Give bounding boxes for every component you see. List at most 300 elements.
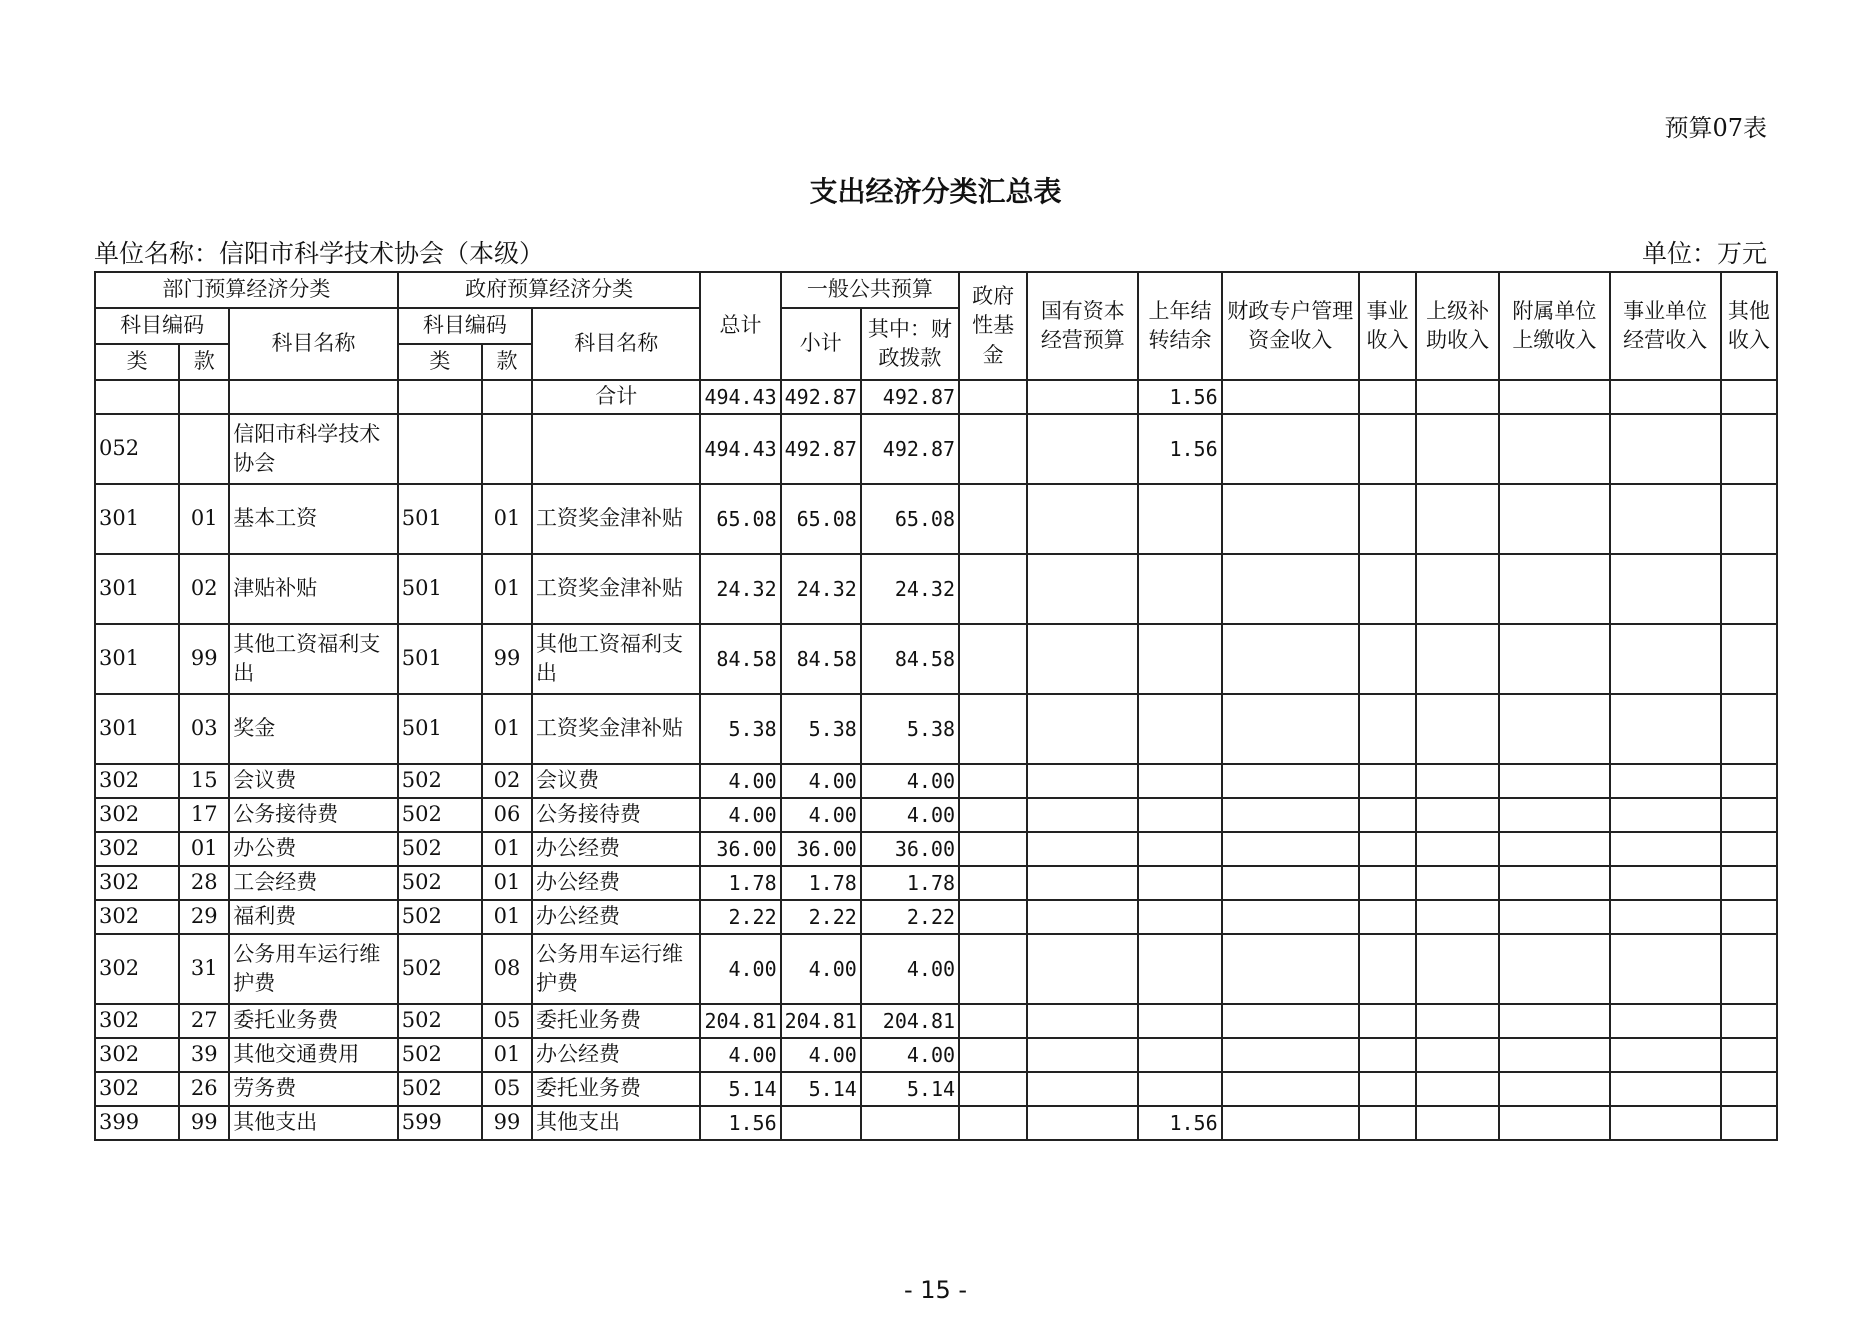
gov-name-cell: 办公经费	[532, 900, 700, 934]
dept-class-cell: 302	[95, 1038, 179, 1072]
dept-name-cell: 办公费	[229, 832, 397, 866]
fiscal-alloc-cell: 492.87	[861, 380, 959, 414]
dept-class-cell	[95, 380, 179, 414]
table-row	[95, 1106, 1777, 1140]
superior-subsidy-cell	[1416, 798, 1499, 832]
special-mgmt-cell	[1222, 554, 1359, 624]
dept-class-cell: 302	[95, 866, 179, 900]
gov-kuan-cell: 08	[482, 934, 532, 1004]
fiscal-alloc-cell: 4.00	[861, 1038, 959, 1072]
gov-class-cell: 502	[398, 934, 482, 1004]
gov-fund-cell	[959, 934, 1027, 1004]
superior-subsidy-cell	[1416, 484, 1499, 554]
subtotal-cell: 4.00	[781, 764, 861, 798]
affiliated-payment-cell	[1499, 1106, 1609, 1140]
business-income-cell	[1359, 832, 1416, 866]
dept-name-cell: 公务用车运行维护费	[229, 934, 397, 1004]
carryover-cell: 1.56	[1138, 380, 1221, 414]
state-capital-cell	[1027, 764, 1138, 798]
superior-subsidy-cell	[1416, 624, 1499, 694]
total-cell: 4.00	[700, 798, 780, 832]
special-mgmt-cell	[1222, 934, 1359, 1004]
special-mgmt-cell	[1222, 900, 1359, 934]
fiscal-alloc-cell: 2.22	[861, 900, 959, 934]
affiliated-payment-cell	[1499, 900, 1609, 934]
gov-kuan-cell: 99	[482, 624, 532, 694]
superior-subsidy-cell	[1416, 694, 1499, 764]
fiscal-alloc-cell: 4.00	[861, 934, 959, 1004]
gov-class-cell: 502	[398, 764, 482, 798]
state-capital-cell	[1027, 624, 1138, 694]
gov-fund-cell	[959, 1004, 1027, 1038]
gov-name-cell: 公务接待费	[532, 798, 700, 832]
general-budget-header: 一般公共预算	[781, 272, 959, 308]
special-mgmt-cell	[1222, 1072, 1359, 1106]
state-capital-cell	[1027, 798, 1138, 832]
dept-kuan-cell: 01	[179, 484, 229, 554]
dept-name-cell: 津贴补贴	[229, 554, 397, 624]
superior-subsidy-cell	[1416, 866, 1499, 900]
special-mgmt-cell	[1222, 414, 1359, 484]
dept-name-cell	[229, 380, 397, 414]
carryover-cell: 1.56	[1138, 1106, 1221, 1140]
business-income-cell	[1359, 694, 1416, 764]
table-row	[95, 554, 1777, 624]
dept-kuan-cell: 99	[179, 1106, 229, 1140]
special-mgmt-cell	[1222, 798, 1359, 832]
affiliated-payment-cell	[1499, 866, 1609, 900]
dept-name-cell: 工会经费	[229, 866, 397, 900]
other-income-cell	[1721, 1004, 1777, 1038]
gov-name-cell	[532, 414, 700, 484]
business-operation-cell	[1610, 554, 1721, 624]
dept-kuan-header: 款	[179, 344, 229, 380]
subtotal-header: 小计	[781, 308, 861, 380]
gov-class-cell: 502	[398, 798, 482, 832]
total-header: 总计	[700, 272, 780, 380]
fiscal-alloc-cell: 204.81	[861, 1004, 959, 1038]
other-income-cell	[1721, 900, 1777, 934]
gov-kuan-cell: 01	[482, 866, 532, 900]
gov-name-cell: 其他工资福利支出	[532, 624, 700, 694]
carryover-cell: 1.56	[1138, 414, 1221, 484]
dept-name-cell: 其他工资福利支出	[229, 624, 397, 694]
affiliated-payment-cell	[1499, 832, 1609, 866]
gov-fund-cell	[959, 380, 1027, 414]
business-operation-cell	[1610, 934, 1721, 1004]
business-operation-cell	[1610, 1072, 1721, 1106]
affiliated-payment-cell	[1499, 1004, 1609, 1038]
state-capital-cell	[1027, 934, 1138, 1004]
gov-name-cell: 会议费	[532, 764, 700, 798]
business-income-cell	[1359, 554, 1416, 624]
currency-unit-label: 单位：万元	[1641, 239, 1767, 268]
fiscal-alloc-cell	[861, 1106, 959, 1140]
superior-subsidy-cell	[1416, 900, 1499, 934]
dept-class-cell: 302	[95, 798, 179, 832]
fiscal-alloc-cell: 5.38	[861, 694, 959, 764]
special-mgmt-cell	[1222, 1038, 1359, 1072]
carryover-cell	[1138, 900, 1221, 934]
gov-fund-cell	[959, 798, 1027, 832]
superior-subsidy-cell	[1416, 1004, 1499, 1038]
gov-fund-cell	[959, 624, 1027, 694]
gov-kuan-cell: 06	[482, 798, 532, 832]
gov-name-cell: 委托业务费	[532, 1072, 700, 1106]
affiliated-payment-cell	[1499, 1072, 1609, 1106]
gov-name-cell: 公务用车运行维护费	[532, 934, 700, 1004]
gov-name-cell: 工资奖金津补贴	[532, 694, 700, 764]
subtotal-cell: 4.00	[781, 1038, 861, 1072]
other-income-cell	[1721, 798, 1777, 832]
total-cell: 4.00	[700, 934, 780, 1004]
gov-class-cell: 501	[398, 694, 482, 764]
fiscal-alloc-cell: 492.87	[861, 414, 959, 484]
table-row	[95, 832, 1777, 866]
special-mgmt-cell	[1222, 380, 1359, 414]
business-income-cell	[1359, 866, 1416, 900]
superior-subsidy-cell	[1416, 1106, 1499, 1140]
affiliated-payment-cell	[1499, 1038, 1609, 1072]
table-row	[95, 694, 1777, 764]
dept-kuan-cell: 27	[179, 1004, 229, 1038]
gov-name-cell: 办公经费	[532, 832, 700, 866]
dept-class-cell: 302	[95, 764, 179, 798]
other-income-cell	[1721, 1106, 1777, 1140]
dept-kuan-cell: 02	[179, 554, 229, 624]
special-mgmt-cell	[1222, 866, 1359, 900]
total-cell: 24.32	[700, 554, 780, 624]
business-operation-cell	[1610, 832, 1721, 866]
state-capital-cell	[1027, 1072, 1138, 1106]
state-capital-cell	[1027, 380, 1138, 414]
special-mgmt-cell	[1222, 1106, 1359, 1140]
gov-class-cell: 501	[398, 624, 482, 694]
business-operation-cell	[1610, 1038, 1721, 1072]
total-cell: 5.38	[700, 694, 780, 764]
total-cell: 2.22	[700, 900, 780, 934]
state-capital-cell	[1027, 484, 1138, 554]
dept-kuan-cell: 31	[179, 934, 229, 1004]
dept-name-cell: 信阳市科学技术协会	[229, 414, 397, 484]
dept-kuan-cell: 15	[179, 764, 229, 798]
gov-class-cell: 501	[398, 554, 482, 624]
gov-fund-cell	[959, 764, 1027, 798]
dept-class-cell: 302	[95, 832, 179, 866]
total-cell: 65.08	[700, 484, 780, 554]
gov-name-cell: 工资奖金津补贴	[532, 484, 700, 554]
state-capital-header: 国有资本经营预算	[1027, 272, 1138, 380]
dept-class-cell: 302	[95, 1072, 179, 1106]
other-income-cell	[1721, 554, 1777, 624]
gov-kuan-cell: 01	[482, 554, 532, 624]
fiscal-alloc-cell: 1.78	[861, 866, 959, 900]
business-income-cell	[1359, 1072, 1416, 1106]
gov-kuan-cell: 01	[482, 1038, 532, 1072]
gov-name-cell: 其他支出	[532, 1106, 700, 1140]
business-operation-header: 事业单位经营收入	[1610, 272, 1721, 380]
business-operation-cell	[1610, 694, 1721, 764]
gov-class-cell: 502	[398, 1004, 482, 1038]
other-income-cell	[1721, 934, 1777, 1004]
gov-class-cell: 501	[398, 484, 482, 554]
superior-subsidy-cell	[1416, 554, 1499, 624]
table-number-label: 预算07表	[1664, 114, 1767, 142]
table-row	[95, 1004, 1777, 1038]
dept-name-cell: 基本工资	[229, 484, 397, 554]
carryover-cell	[1138, 1038, 1221, 1072]
table-body	[95, 380, 1777, 1140]
gov-kuan-cell: 01	[482, 900, 532, 934]
business-operation-cell	[1610, 380, 1721, 414]
page-number: - 15 -	[903, 1276, 968, 1304]
gov-class-header: 政府预算经济分类	[398, 272, 701, 308]
gov-kuan-cell: 01	[482, 832, 532, 866]
superior-subsidy-cell	[1416, 764, 1499, 798]
total-cell: 4.00	[700, 764, 780, 798]
fiscal-alloc-cell: 4.00	[861, 798, 959, 832]
business-income-cell	[1359, 900, 1416, 934]
subtotal-cell: 5.38	[781, 694, 861, 764]
gov-fund-cell	[959, 866, 1027, 900]
affiliated-payment-cell	[1499, 554, 1609, 624]
carryover-cell	[1138, 624, 1221, 694]
business-operation-cell	[1610, 798, 1721, 832]
subtotal-cell: 24.32	[781, 554, 861, 624]
dept-name-cell: 福利费	[229, 900, 397, 934]
state-capital-cell	[1027, 554, 1138, 624]
gov-class-cell	[398, 414, 482, 484]
affiliated-payment-cell	[1499, 764, 1609, 798]
table-row	[95, 798, 1777, 832]
state-capital-cell	[1027, 832, 1138, 866]
other-income-cell	[1721, 764, 1777, 798]
dept-kuan-cell: 17	[179, 798, 229, 832]
special-mgmt-cell	[1222, 484, 1359, 554]
business-operation-cell	[1610, 900, 1721, 934]
gov-kuan-cell	[482, 380, 532, 414]
dept-kuan-cell: 28	[179, 866, 229, 900]
gov-kuan-cell: 99	[482, 1106, 532, 1140]
fiscal-alloc-cell: 4.00	[861, 764, 959, 798]
carryover-cell	[1138, 798, 1221, 832]
dept-kuan-cell: 39	[179, 1038, 229, 1072]
gov-fund-header: 政府性基金	[959, 272, 1027, 380]
special-mgmt-cell	[1222, 832, 1359, 866]
table-row	[95, 866, 1777, 900]
superior-subsidy-cell	[1416, 1072, 1499, 1106]
dept-name-cell: 公务接待费	[229, 798, 397, 832]
dept-kuan-cell	[179, 414, 229, 484]
dept-lei-header: 类	[95, 344, 179, 380]
superior-subsidy-cell	[1416, 1038, 1499, 1072]
carryover-cell	[1138, 484, 1221, 554]
gov-kuan-cell: 01	[482, 694, 532, 764]
dept-kuan-cell: 26	[179, 1072, 229, 1106]
superior-subsidy-cell	[1416, 934, 1499, 1004]
dept-name-cell: 其他交通费用	[229, 1038, 397, 1072]
gov-fund-cell	[959, 1038, 1027, 1072]
dept-subject-name-header: 科目名称	[229, 308, 397, 380]
expenditure-summary-table	[94, 271, 1778, 1141]
state-capital-cell	[1027, 1038, 1138, 1072]
fiscal-alloc-cell: 36.00	[861, 832, 959, 866]
carryover-cell	[1138, 764, 1221, 798]
total-cell: 494.43	[700, 380, 780, 414]
affiliated-payment-cell	[1499, 484, 1609, 554]
state-capital-cell	[1027, 866, 1138, 900]
dept-name-cell: 劳务费	[229, 1072, 397, 1106]
gov-name-cell: 委托业务费	[532, 1004, 700, 1038]
special-mgmt-cell	[1222, 1004, 1359, 1038]
subtotal-cell: 65.08	[781, 484, 861, 554]
gov-name-cell: 办公经费	[532, 1038, 700, 1072]
dept-class-cell: 302	[95, 1004, 179, 1038]
business-operation-cell	[1610, 624, 1721, 694]
business-income-cell	[1359, 1004, 1416, 1038]
table-row	[95, 1038, 1777, 1072]
business-operation-cell	[1610, 1004, 1721, 1038]
subtotal-cell: 204.81	[781, 1004, 861, 1038]
affiliated-payment-cell	[1499, 380, 1609, 414]
dept-class-cell: 399	[95, 1106, 179, 1140]
gov-fund-cell	[959, 694, 1027, 764]
unit-name-label: 单位名称：信阳市科学技术协会（本级）	[94, 239, 545, 268]
gov-class-cell: 502	[398, 832, 482, 866]
gov-class-cell: 502	[398, 1072, 482, 1106]
table-row	[95, 484, 1777, 554]
state-capital-cell	[1027, 900, 1138, 934]
carryover-cell	[1138, 866, 1221, 900]
business-operation-cell	[1610, 414, 1721, 484]
gov-name-cell: 合计	[532, 380, 700, 414]
other-income-cell	[1721, 694, 1777, 764]
table-row	[95, 380, 1777, 414]
gov-class-cell: 502	[398, 1038, 482, 1072]
dept-name-cell: 会议费	[229, 764, 397, 798]
fiscal-alloc-cell: 5.14	[861, 1072, 959, 1106]
business-income-cell	[1359, 764, 1416, 798]
subtotal-cell: 1.78	[781, 866, 861, 900]
special-mgmt-cell	[1222, 694, 1359, 764]
subtotal-cell: 4.00	[781, 798, 861, 832]
superior-subsidy-cell	[1416, 380, 1499, 414]
gov-fund-cell	[959, 1072, 1027, 1106]
affiliated-payment-cell	[1499, 624, 1609, 694]
gov-kuan-header: 款	[482, 344, 532, 380]
business-operation-cell	[1610, 866, 1721, 900]
gov-kuan-cell: 01	[482, 484, 532, 554]
gov-fund-cell	[959, 900, 1027, 934]
gov-name-cell: 工资奖金津补贴	[532, 554, 700, 624]
gov-class-cell	[398, 380, 482, 414]
fiscal-alloc-header: 其中：财政拨款	[861, 308, 959, 380]
business-operation-cell	[1610, 1106, 1721, 1140]
other-income-cell	[1721, 1038, 1777, 1072]
subtotal-cell: 492.87	[781, 414, 861, 484]
subtotal-cell: 4.00	[781, 934, 861, 1004]
dept-kuan-cell: 03	[179, 694, 229, 764]
page-title: 支出经济分类汇总表	[809, 175, 1062, 208]
business-operation-cell	[1610, 484, 1721, 554]
gov-subject-name-header: 科目名称	[532, 308, 700, 380]
carryover-cell	[1138, 934, 1221, 1004]
affiliated-payment-cell	[1499, 798, 1609, 832]
dept-class-cell: 301	[95, 624, 179, 694]
carryover-cell	[1138, 832, 1221, 866]
superior-subsidy-cell	[1416, 414, 1499, 484]
state-capital-cell	[1027, 1004, 1138, 1038]
dept-class-cell: 301	[95, 554, 179, 624]
dept-kuan-cell	[179, 380, 229, 414]
affiliated-payment-header: 附属单位上缴收入	[1499, 272, 1609, 380]
state-capital-cell	[1027, 694, 1138, 764]
affiliated-payment-cell	[1499, 694, 1609, 764]
other-income-cell	[1721, 832, 1777, 866]
subtotal-cell: 36.00	[781, 832, 861, 866]
other-income-cell	[1721, 380, 1777, 414]
total-cell: 1.56	[700, 1106, 780, 1140]
business-income-cell	[1359, 380, 1416, 414]
state-capital-cell	[1027, 1106, 1138, 1140]
subtotal-cell: 2.22	[781, 900, 861, 934]
dept-class-cell: 301	[95, 484, 179, 554]
carryover-header: 上年结转结余	[1138, 272, 1221, 380]
special-mgmt-cell	[1222, 764, 1359, 798]
affiliated-payment-cell	[1499, 414, 1609, 484]
carryover-cell	[1138, 1072, 1221, 1106]
dept-class-cell: 301	[95, 694, 179, 764]
subtotal-cell	[781, 1106, 861, 1140]
total-cell: 204.81	[700, 1004, 780, 1038]
other-income-cell	[1721, 1072, 1777, 1106]
business-income-cell	[1359, 624, 1416, 694]
dept-name-cell: 奖金	[229, 694, 397, 764]
state-capital-cell	[1027, 414, 1138, 484]
other-income-cell	[1721, 866, 1777, 900]
carryover-cell	[1138, 554, 1221, 624]
superior-subsidy-cell	[1416, 832, 1499, 866]
business-income-cell	[1359, 934, 1416, 1004]
gov-kuan-cell: 02	[482, 764, 532, 798]
dept-class-header: 部门预算经济分类	[95, 272, 398, 308]
gov-class-cell: 502	[398, 900, 482, 934]
gov-kuan-cell	[482, 414, 532, 484]
subtotal-cell: 492.87	[781, 380, 861, 414]
fiscal-alloc-cell: 65.08	[861, 484, 959, 554]
total-cell: 4.00	[700, 1038, 780, 1072]
business-income-cell	[1359, 484, 1416, 554]
gov-name-cell: 办公经费	[532, 866, 700, 900]
gov-fund-cell	[959, 1106, 1027, 1140]
gov-fund-cell	[959, 484, 1027, 554]
business-operation-cell	[1610, 764, 1721, 798]
dept-class-cell: 302	[95, 900, 179, 934]
special-mgmt-header: 财政专户管理资金收入	[1222, 272, 1359, 380]
business-income-cell	[1359, 414, 1416, 484]
dept-class-cell: 052	[95, 414, 179, 484]
business-income-cell	[1359, 798, 1416, 832]
affiliated-payment-cell	[1499, 934, 1609, 1004]
dept-kuan-cell: 29	[179, 900, 229, 934]
gov-subject-code-header: 科目编码	[398, 308, 532, 344]
dept-name-cell: 委托业务费	[229, 1004, 397, 1038]
table-row	[95, 900, 1777, 934]
total-cell: 84.58	[700, 624, 780, 694]
fiscal-alloc-cell: 84.58	[861, 624, 959, 694]
special-mgmt-cell	[1222, 624, 1359, 694]
dept-subject-code-header: 科目编码	[95, 308, 229, 344]
